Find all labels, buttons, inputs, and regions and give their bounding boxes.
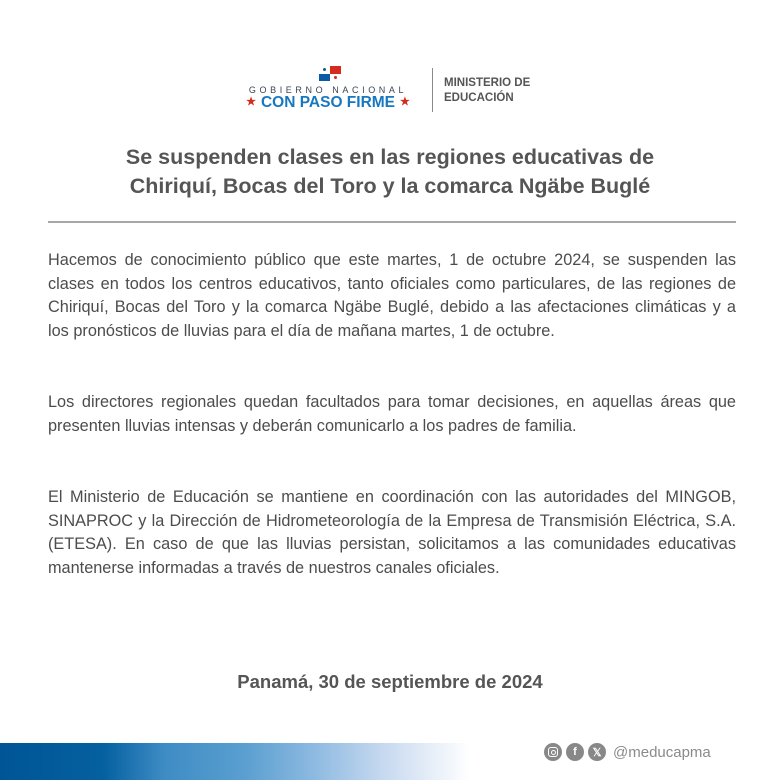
paragraph-coordination: El Ministerio de Educación se mantiene en coordinación con las autoridades del MINGOB, SINAPROC y la Dirección de Hidrometeorología de la Empresa de Transmisión Eléctrica, S.A. (ETESA). En caso de que las lluvias persistan, solicitamos a las comunidades educativas mantenerse informadas a través de nuestros canales oficiales. [48, 488, 736, 577]
gov-line2 [228, 94, 428, 112]
instagram-icon[interactable] [544, 743, 562, 761]
social-handle[interactable]: @meducapma [613, 743, 711, 761]
title-divider [48, 221, 736, 223]
footer-gradient-bar [0, 743, 470, 780]
gov-line1: GOBIERNO NACIONAL [248, 85, 408, 95]
logo-divider [432, 68, 433, 112]
star-icon: ★ [246, 96, 256, 108]
government-logo [228, 62, 428, 118]
paragraph-directors: Los directores regionales quedan facultados para tomar decisiones, en aquellas áreas que presenten lluvias intensas y deberán comunicarlo a los padres de familia. [48, 393, 736, 435]
panama-flag-icon [319, 66, 341, 81]
header [0, 62, 780, 118]
social-links [544, 741, 711, 763]
gov-slogan: CON PASO FIRME [260, 94, 396, 111]
paragraph-announcement: Hacemos de conocimiento público que este martes, 1 de octubre 2024, se suspenden las clases en todos los centros educativos, tanto oficiales como particulares, de las regiones de Chiriquí, Bocas del Toro y la comarca Ngäbe Buglé, debido a las afectaciones climáticas y a los pronósticos de lluvias para el día de mañana martes, 1 de octubre. [48, 251, 736, 340]
title-line1: Se suspenden clases en las regiones educativas de [125, 145, 655, 169]
title-line2: Chiriquí, Bocas del Toro y la comarca Ngäbe Buglé [129, 174, 651, 198]
x-icon[interactable]: 𝕏 [588, 743, 606, 761]
facebook-icon[interactable]: f [566, 743, 584, 761]
ministry-line1: MINISTERIO DE [444, 77, 531, 89]
ministry-logo [444, 76, 530, 106]
date-signature: Panamá, 30 de septiembre de 2024 [237, 671, 543, 692]
star-icon: ★ [400, 96, 410, 108]
page-title [40, 143, 740, 201]
ministry-line2: EDUCACIÓN [444, 92, 514, 104]
